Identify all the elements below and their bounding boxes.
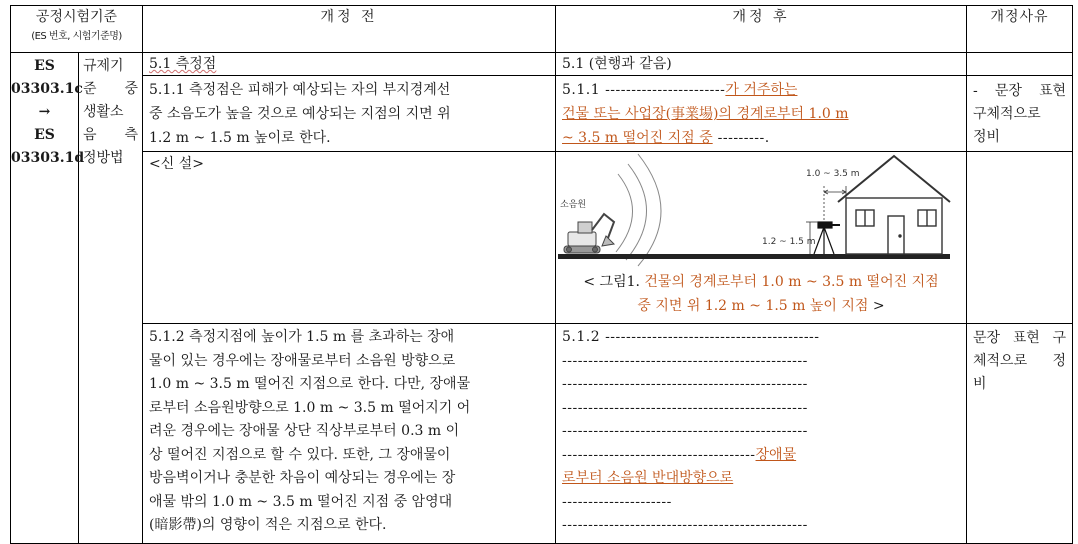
reason-line: 비 [973,376,987,392]
name-line: 생활소 [83,104,124,120]
after-5-1-2-line: ----------------------------------------------- [562,517,808,533]
standard-code-cell [11,53,85,544]
after-5-1-1-prefix: 5.1.1 ----------------------- [562,82,726,98]
after-5-1-2-line: ----------------------------------------------- [562,376,808,392]
header-before: 개정 전 [143,6,556,53]
after-5-1-2-line: ----------------------------------------------- [562,352,808,369]
reason-5-1-1 [967,76,1073,152]
reason-line: 정비 [973,129,1001,145]
sound-wave-icon [616,154,661,266]
before-5-1-2 [143,324,556,544]
reason-figure [967,152,1073,324]
code-line: 03303.1c [11,81,83,97]
before-5-1 [143,53,556,76]
reason-line: - 문장 표현 [973,83,1066,99]
row-5-1-2 [11,324,1073,544]
after-5-1-2-added-2: 로부터 소음원 반대방향으로 [562,470,734,486]
noise-source-label: 소음원 [560,200,587,210]
before-5-1-1-line: 5.1.1 측정점은 피해가 예상되는 자의 부지경계선 [149,82,451,98]
after-5-1-2-prefix: ------------------------------------- [562,446,756,463]
caption-suffix: > [868,298,885,314]
after-5-1-2-line: --------------------- [562,493,672,510]
header-standard-cell [11,6,143,53]
code-line: 03303.1d [11,150,85,166]
after-5-1-1-suffix: ---------. [712,130,770,146]
before-figure: <신 설> [143,152,556,324]
name-line: 준 중 [83,81,138,97]
after-5-1-2-line: ----------------------------------------------- [562,399,808,416]
caption-added-2: 중 지면 위 1.2 m ~ 1.5 m 높이 지점 [637,298,869,314]
after-5-1-1-added-1: 가 거주하는 [725,82,798,98]
standard-name-cell [79,53,143,544]
row-5-1-1 [11,76,1073,152]
before-5-1-text: 5.1 측정점 [149,56,217,72]
before-5-1-2-line: 1.0 m ~ 3.5 m 떨어진 지점으로 한다. 다만, 장애물 [149,376,471,392]
before-5-1-2-line: 로부터 소음원방향으로 1.0 m ~ 3.5 m 떨어지기 어 [149,399,471,416]
reason-line: 체적으로 정 [973,353,1066,369]
before-5-1-2-line: 애물 밖의 1.0 m ~ 3.5 m 떨어진 지점 중 암영대 [149,493,453,510]
figure-caption [556,270,966,318]
header-standard-subtitle: (ES 번호, 시험기준명) [31,31,122,42]
header-standard-title: 공정시험기준 [35,9,118,25]
caption-prefix: < 그림1. [583,274,645,290]
after-5-1-2 [556,324,967,544]
ground-line [558,254,950,259]
height-label: 1.2 ~ 1.5 m [762,237,816,247]
distance-label: 1.0 ~ 3.5 m [806,169,860,179]
reason-line: 문장 표현 구 [973,330,1066,346]
after-5-1: 5.1 (현행과 같음) [556,53,967,76]
name-line: 규제기 [83,58,124,74]
excavator-icon [564,214,614,253]
measurement-diagram [556,152,966,270]
reason-line: 구체적으로 [973,106,1041,122]
before-5-1-2-line: 5.1.2 측정지점에 높이가 1.5 m 를 초과하는 장애 [149,329,455,345]
before-5-1-2-line: 물이 있는 경우에는 장애물로부터 소음원 방향으로 [149,352,456,369]
after-5-1-1-added-3: ~ 3.5 m 떨어진 지점 중 [562,130,713,146]
revision-table [10,5,1073,544]
row-5-1 [11,53,1073,76]
before-5-1-2-line: (暗影帶)의 영향이 적은 지점으로 한다. [149,517,387,533]
row-figure [11,152,1073,324]
name-line: 정방법 [83,150,124,166]
reason-5-1-2 [967,324,1073,544]
reason-5-1 [967,53,1073,76]
before-5-1-1 [143,76,556,152]
after-5-1-1 [556,76,967,152]
arrow-icon: → [38,104,51,120]
distance-dimension [824,186,846,222]
code-line: ES [34,127,55,143]
name-line: 음 측 [83,127,138,143]
after-5-1-2-line: 5.1.2 ----------------------------------------- [562,329,820,345]
before-5-1-2-line: 방음벽이거나 충분한 차음이 예상되는 경우에는 장 [149,470,456,486]
header-reason: 개정사유 [967,6,1073,53]
header-after: 개정 후 [556,6,967,53]
before-5-1-2-line: 상 떨어진 지점으로 할 수 있다. 또한, 그 장애물이 [149,446,451,463]
measurement-diagram-svg [556,152,966,270]
after-5-1-2-line: ----------------------------------------------- [562,423,808,439]
header-row [11,6,1073,53]
before-5-1-2-line: 려운 경우에는 장애물 상단 직상부로부터 0.3 m 이 [149,423,460,439]
after-5-1-2-added-1: 장애물 [755,446,797,463]
before-5-1-1-line: 1.2 m ~ 1.5 m 높이로 한다. [149,130,331,146]
after-5-1-1-added-2: 건물 또는 사업장(事業場)의 경계로부터 1.0 m [562,106,849,122]
before-5-1-1-line: 중 소음도가 높을 것으로 예상되는 지점의 지면 위 [149,106,451,122]
caption-added-1: 건물의 경계로부터 1.0 m ~ 3.5 m 떨어진 지점 [644,274,939,290]
sound-level-meter-icon [814,222,840,254]
code-line: ES [34,58,55,74]
after-figure [556,152,967,324]
